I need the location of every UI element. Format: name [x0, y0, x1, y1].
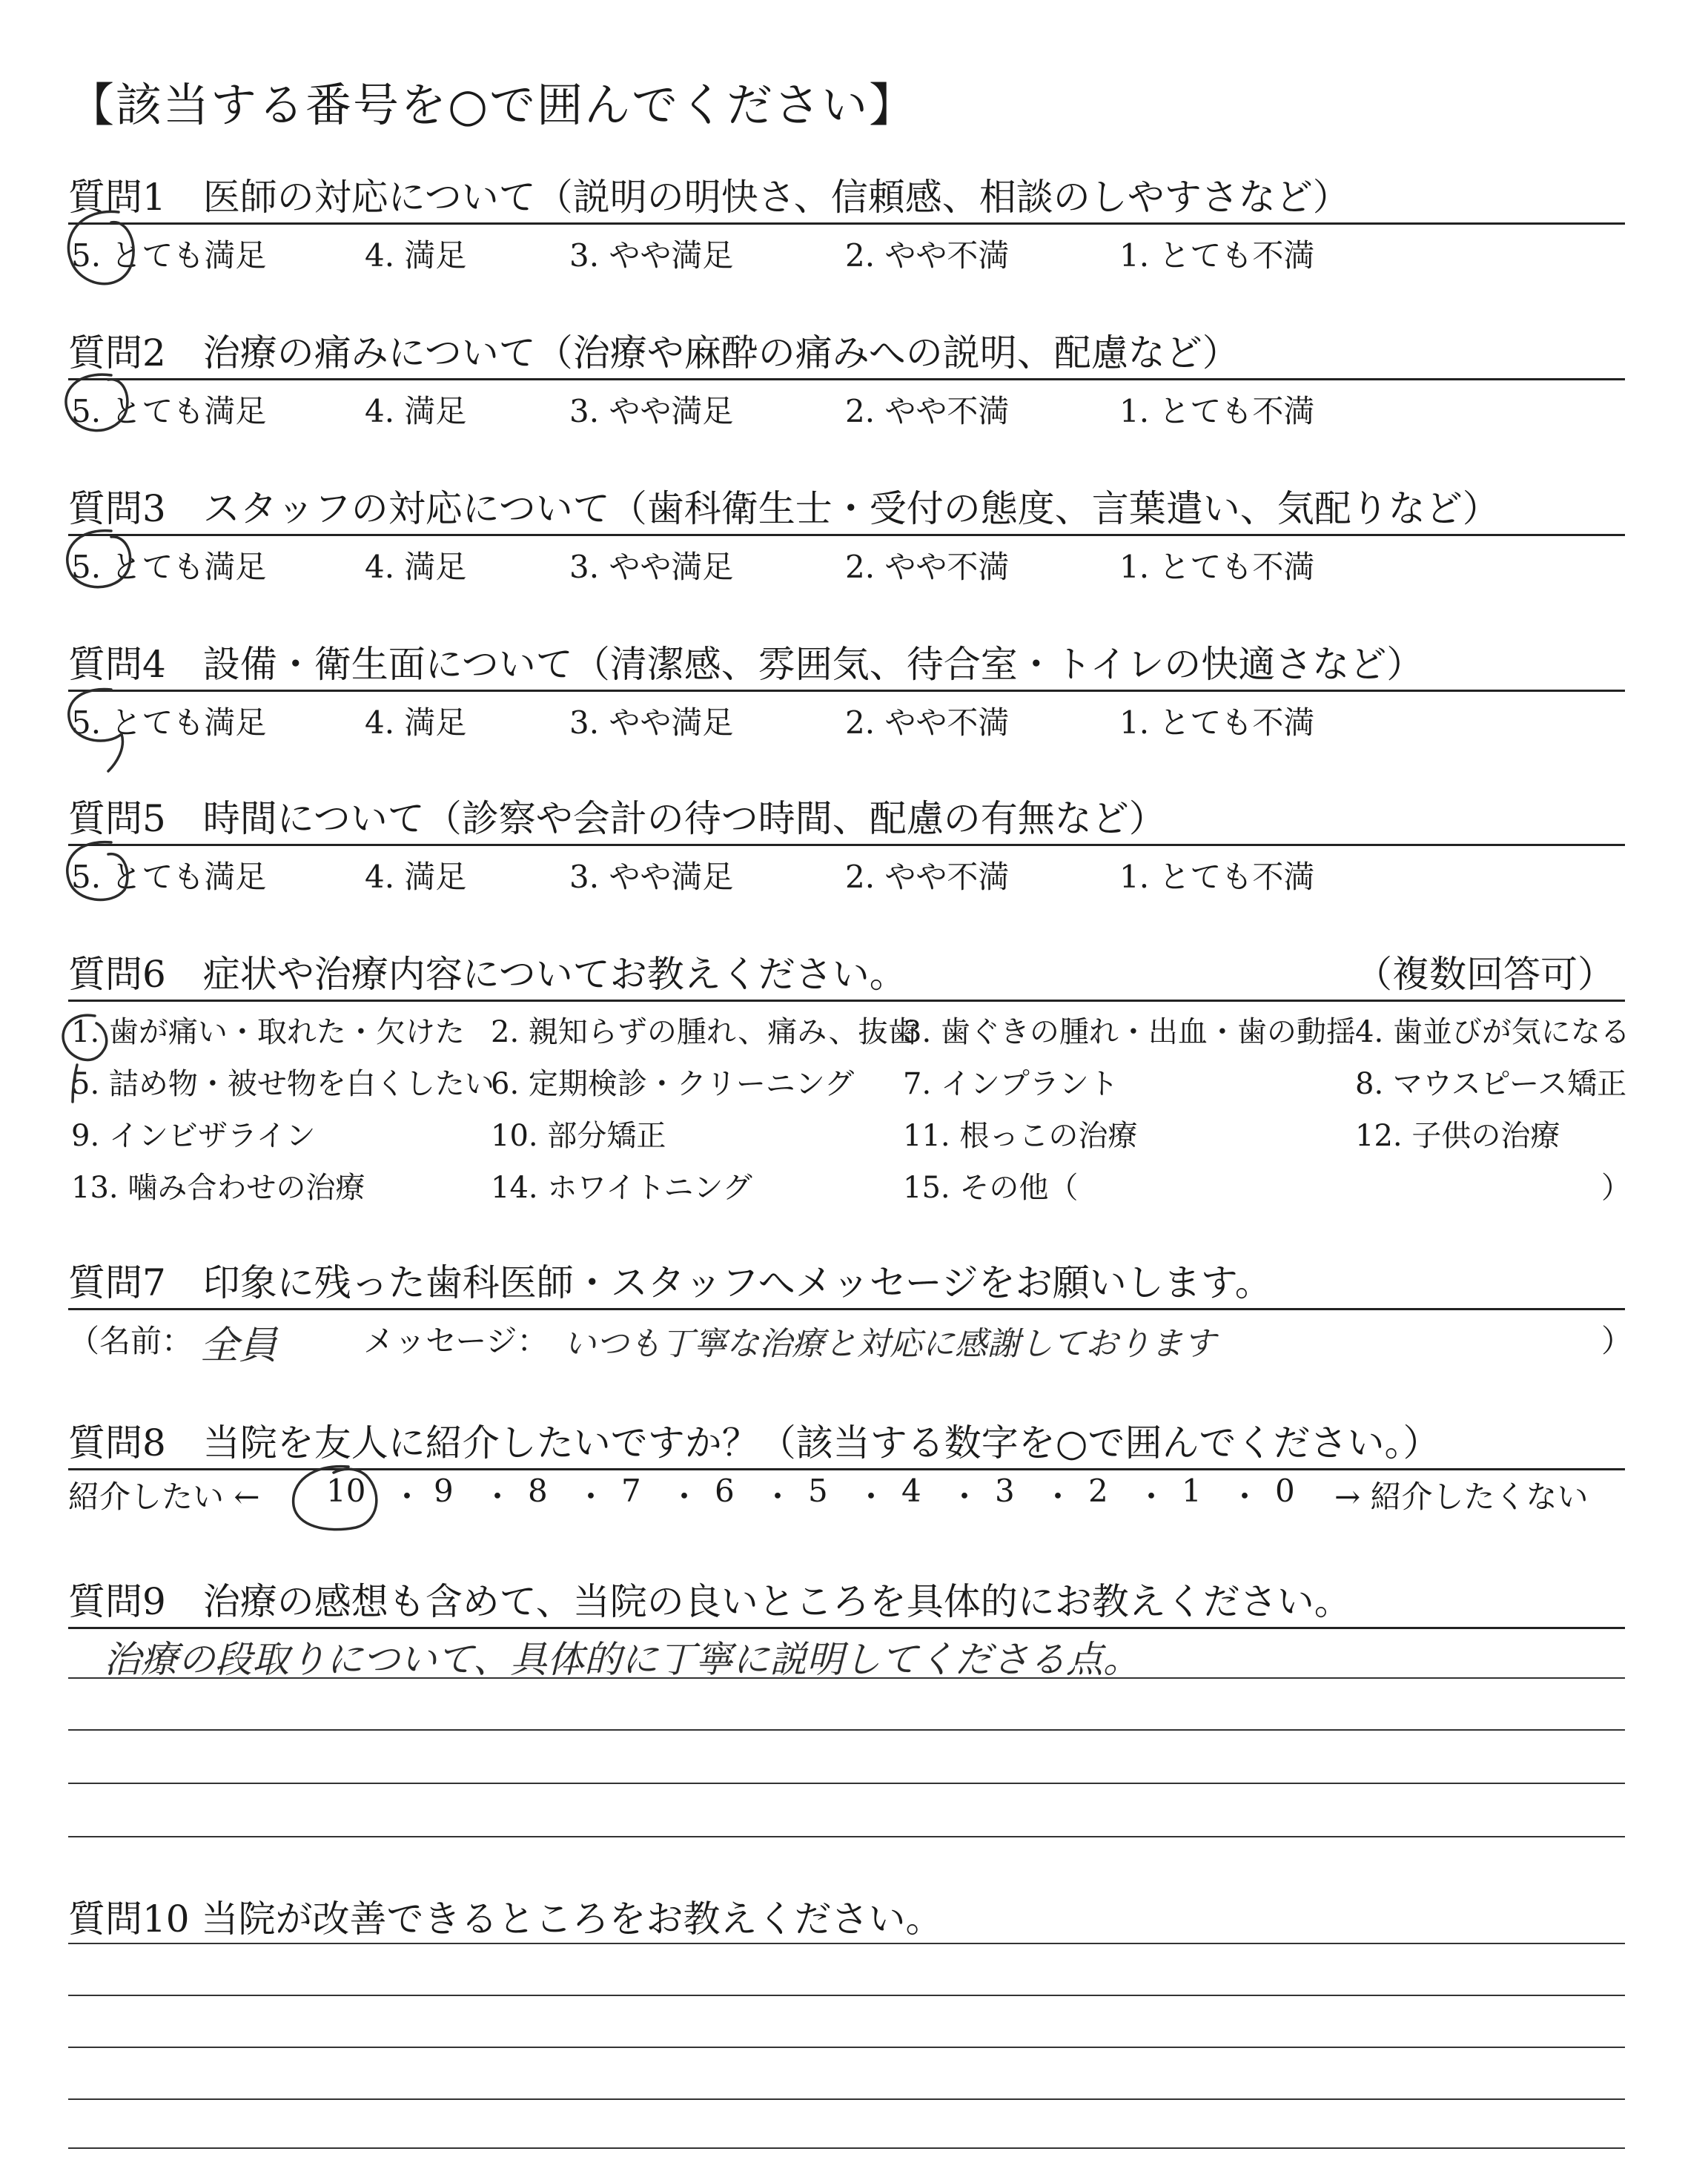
q7-message-value[interactable]: いつも丁寧な治療と対応に感謝しております — [563, 1325, 1216, 1363]
q8-score-6[interactable]: 6 — [715, 1473, 735, 1509]
answer-line — [68, 1783, 1625, 1784]
q7-message-label: メッセージ： — [363, 1323, 549, 1359]
q8-dot: ・ — [669, 1479, 701, 1515]
q5-option-1[interactable]: 1. とても不満 — [1119, 859, 1315, 895]
q4-option-1[interactable]: 1. とても不満 — [1119, 704, 1315, 741]
question-1: 質問1 医師の対応について（説明の明快さ、信頼感、相談のしやすさなど） — [68, 176, 1350, 219]
q8-score-4[interactable]: 4 — [901, 1473, 921, 1509]
q7-name-value[interactable]: 全員 — [200, 1324, 278, 1368]
form-title: 【該当する番号を○で囲んでください】 — [68, 78, 917, 132]
q8-dot: ・ — [855, 1479, 887, 1515]
q8-dot: ・ — [391, 1479, 423, 1515]
q4-option-5[interactable]: 5. とても満足 — [71, 704, 267, 741]
question-5-rule — [68, 844, 1625, 846]
q1-option-2[interactable]: 2. やや不満 — [845, 237, 1010, 274]
q1-option-3[interactable]: 3. やや満足 — [569, 237, 734, 274]
q5-option-2[interactable]: 2. やや不満 — [845, 859, 1010, 895]
q5-option-3[interactable]: 3. やや満足 — [569, 859, 734, 895]
q8-dot: ・ — [949, 1479, 981, 1515]
q1-option-4[interactable]: 4. 満足 — [365, 237, 467, 274]
q8-score-8[interactable]: 8 — [528, 1473, 548, 1509]
answer-line — [68, 1729, 1625, 1731]
question-7-rule — [68, 1308, 1625, 1310]
q3-option-4[interactable]: 4. 満足 — [365, 549, 467, 585]
question-6-note: （複数回答可） — [1355, 953, 1615, 996]
q2-option-4[interactable]: 4. 満足 — [365, 393, 467, 429]
question-2-rule — [68, 378, 1625, 380]
question-3: 質問3 スタッフの対応について（歯科衛生士・受付の態度、言葉遣い、気配りなど） — [68, 487, 1500, 530]
q6-option-4[interactable]: 4. 歯並びが気になる — [1355, 1015, 1630, 1049]
question-2: 質問2 治療の痛みについて（治療や麻酔の痛みへの説明、配慮など） — [68, 331, 1239, 374]
question-10: 質問10 当院が改善できるところをお教えください。 — [68, 1898, 943, 1941]
q6-option-13[interactable]: 13. 噛み合わせの治療 — [71, 1171, 365, 1205]
q3-option-3[interactable]: 3. やや満足 — [569, 549, 734, 585]
q3-option-5[interactable]: 5. とても満足 — [71, 549, 267, 585]
q8-dot: ・ — [762, 1479, 794, 1515]
answer-line — [68, 1995, 1625, 1996]
question-6-rule — [68, 1000, 1625, 1002]
answer-line — [68, 1943, 1625, 1944]
q8-left-label: 紹介したい ← — [68, 1479, 260, 1515]
q3-option-2[interactable]: 2. やや不満 — [845, 549, 1010, 585]
q6-option-2[interactable]: 2. 親知らずの腫れ、痛み、抜歯 — [491, 1015, 918, 1049]
q6-option-5[interactable]: 5. 詰め物・被せ物を白くしたい — [71, 1067, 494, 1101]
question-8-rule — [68, 1468, 1625, 1470]
q8-dot: ・ — [1136, 1479, 1168, 1515]
q9-answer[interactable]: 治療の段取りについて、具体的に丁寧に説明してくださる点。 — [104, 1638, 1140, 1681]
q8-right-label: → 紹介したくない — [1334, 1479, 1589, 1515]
q6-option-6[interactable]: 6. 定期検診・クリーニング — [491, 1067, 855, 1101]
q6-option-8[interactable]: 8. マウスピース矯正 — [1355, 1067, 1627, 1101]
q8-score-5[interactable]: 5 — [808, 1473, 828, 1509]
question-3-rule — [68, 534, 1625, 536]
q6-other-close-paren: ） — [1601, 1171, 1631, 1205]
q6-option-15[interactable]: 15. その他（ — [903, 1171, 1079, 1205]
q7-close-paren: ） — [1601, 1323, 1633, 1359]
q8-score-10[interactable]: 10 — [326, 1473, 366, 1509]
answer-line — [68, 1677, 1625, 1679]
q8-dot: ・ — [482, 1479, 514, 1515]
q8-score-2[interactable]: 2 — [1088, 1473, 1108, 1509]
q8-score-1[interactable]: 1 — [1182, 1473, 1202, 1509]
q4-option-4[interactable]: 4. 満足 — [365, 704, 467, 741]
q6-option-3[interactable]: 3. 歯ぐきの腫れ・出血・歯の動揺 — [903, 1015, 1356, 1049]
question-9: 質問9 治療の感想も含めて、当院の良いところを具体的にお教えください。 — [68, 1580, 1351, 1623]
q1-option-1[interactable]: 1. とても不満 — [1119, 237, 1315, 274]
q8-dot: ・ — [1042, 1479, 1074, 1515]
q6-option-1[interactable]: 1. 歯が痛い・取れた・欠けた — [71, 1015, 465, 1049]
q8-score-3[interactable]: 3 — [995, 1473, 1015, 1509]
answer-line — [68, 2147, 1625, 2149]
q2-option-5[interactable]: 5. とても満足 — [71, 393, 267, 429]
question-6: 質問6 症状や治療内容についてお教えください。 — [68, 953, 907, 996]
q6-option-12[interactable]: 12. 子供の治療 — [1355, 1119, 1560, 1153]
question-7: 質問7 印象に残った歯科医師・スタッフへメッセージをお願いします。 — [68, 1261, 1272, 1304]
answer-line — [68, 1836, 1625, 1837]
q2-option-2[interactable]: 2. やや不満 — [845, 393, 1010, 429]
q4-option-3[interactable]: 3. やや満足 — [569, 704, 734, 741]
q8-score-0[interactable]: 0 — [1275, 1473, 1295, 1509]
q8-dot: ・ — [1229, 1479, 1261, 1515]
q1-option-5[interactable]: 5. とても満足 — [71, 237, 267, 274]
q8-score-7[interactable]: 7 — [621, 1473, 641, 1509]
question-5: 質問5 時間について（診察や会計の待つ時間、配慮の有無など） — [68, 797, 1166, 840]
q6-option-7[interactable]: 7. インプラント — [903, 1067, 1119, 1101]
q6-option-9[interactable]: 9. インビザライン — [71, 1119, 316, 1153]
question-4-rule — [68, 690, 1625, 692]
q5-option-4[interactable]: 4. 満足 — [365, 859, 467, 895]
q8-dot: ・ — [575, 1479, 607, 1515]
q2-option-3[interactable]: 3. やや満足 — [569, 393, 734, 429]
q4-option-2[interactable]: 2. やや不満 — [845, 704, 1010, 741]
q5-option-5[interactable]: 5. とても満足 — [71, 859, 267, 895]
question-9-rule — [68, 1627, 1625, 1629]
question-8: 質問8 当院を友人に紹介したいですか？（該当する数字を○で囲んでください。） — [68, 1421, 1440, 1464]
q8-score-9[interactable]: 9 — [434, 1473, 454, 1509]
q2-option-1[interactable]: 1. とても不満 — [1119, 393, 1315, 429]
q6-option-10[interactable]: 10. 部分矯正 — [491, 1119, 666, 1153]
q3-option-1[interactable]: 1. とても不満 — [1119, 549, 1315, 585]
q6-option-11[interactable]: 11. 根っこの治療 — [903, 1119, 1138, 1153]
answer-line — [68, 2047, 1625, 2048]
question-1-rule — [68, 222, 1625, 225]
q7-name-label: （名前： — [68, 1323, 193, 1359]
question-4: 質問4 設備・衛生面について（清潔感、雰囲気、待合室・トイレの快適さなど） — [68, 643, 1424, 686]
q6-option-14[interactable]: 14. ホワイトニング — [491, 1171, 752, 1205]
answer-line — [68, 2098, 1625, 2100]
